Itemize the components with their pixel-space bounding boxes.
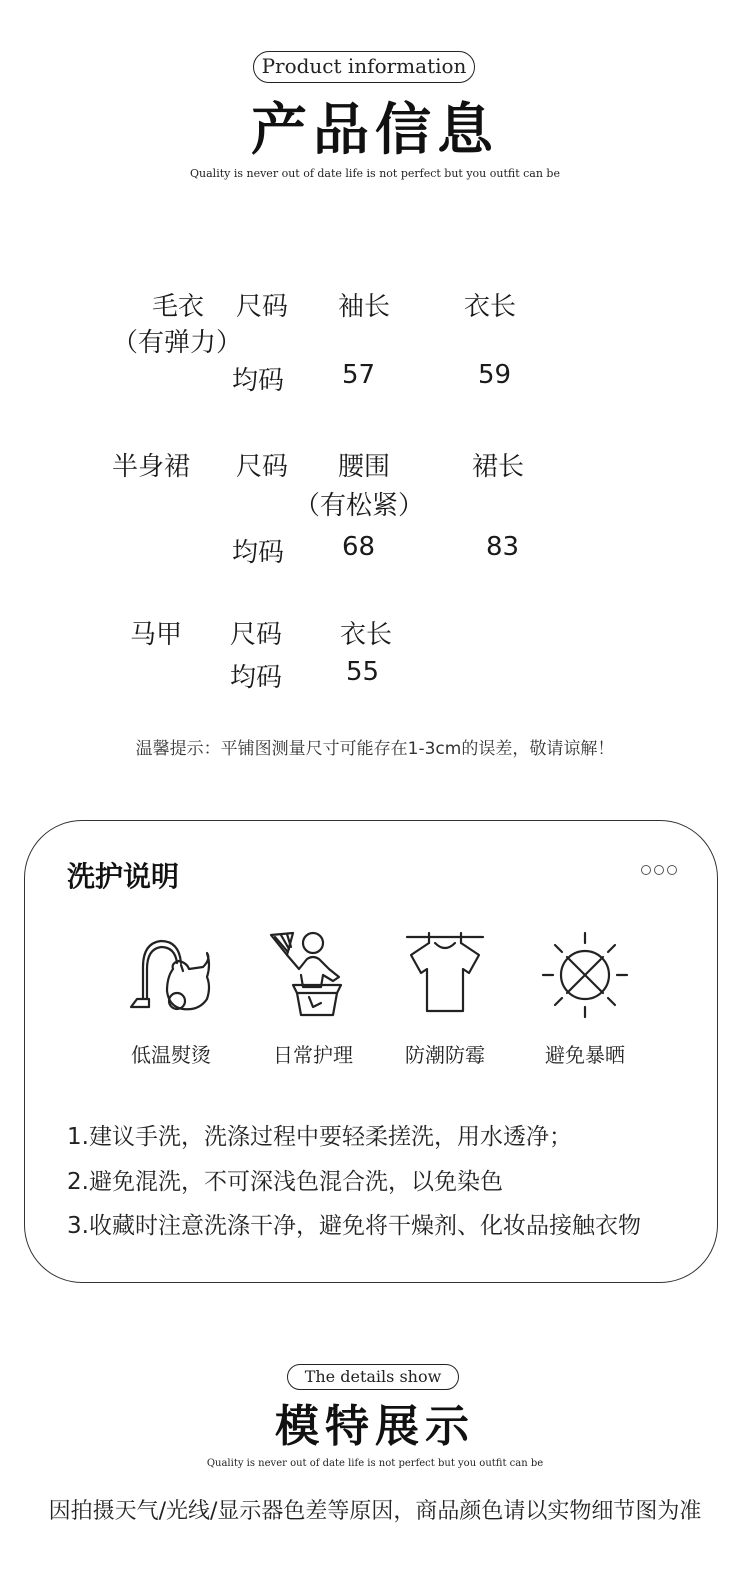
hanging-shirt-icon xyxy=(395,929,495,1021)
sweater-row-sleeve: 57 xyxy=(342,360,376,390)
details-tagline: Quality is never out of date life is not perfect but you outfit can be xyxy=(206,1458,544,1469)
skirt-row-length: 83 xyxy=(486,532,520,562)
skirt-row-size: 均码 xyxy=(232,538,285,568)
sweater-col-size: 尺码 xyxy=(236,292,289,322)
skirt-row-waist: 68 xyxy=(342,532,376,562)
product-information-pill: Product information xyxy=(253,51,475,83)
skirt-col-waist-note: （有松紧） xyxy=(294,491,425,521)
daily-care-icon xyxy=(263,929,363,1021)
skirt-col-size: 尺码 xyxy=(236,452,289,482)
page-title: 产品信息 xyxy=(251,98,499,163)
care-line-1: 1.建议手洗，洗涤过程中要轻柔搓洗，用水透净； xyxy=(67,1124,572,1150)
skirt-col-waist: 腰围 xyxy=(338,452,391,482)
no-sun-icon xyxy=(535,929,635,1021)
care-label-no-sun: 避免暴晒 xyxy=(545,1043,625,1067)
sweater-name-note: （有弹力） xyxy=(112,328,243,358)
color-disclaimer: 因拍摄天气/光线/显示器色差等原因，商品颜色请以实物细节图为准 xyxy=(48,1499,702,1524)
care-label-daily: 日常护理 xyxy=(273,1043,353,1067)
sweater-name: 毛衣 xyxy=(152,292,205,322)
care-label-moisture: 防潮防霉 xyxy=(405,1043,485,1067)
sweater-row-length: 59 xyxy=(478,360,512,390)
care-label-iron: 低温熨烫 xyxy=(131,1043,211,1067)
sweater-col-sleeve: 袖长 xyxy=(338,292,391,322)
vest-name: 马甲 xyxy=(130,620,183,650)
measurement-notice: 温馨提示：平铺图测量尺寸可能存在1-3cm的误差，敬请谅解！ xyxy=(135,739,615,759)
skirt-name: 半身裙 xyxy=(112,452,191,482)
care-line-3: 3.收藏时注意洗涤干净，避免将干燥剂、化妆品接触衣物 xyxy=(67,1213,641,1239)
sweater-row-size: 均码 xyxy=(232,366,285,396)
skirt-col-length: 裙长 xyxy=(472,452,525,482)
vest-row-size: 均码 xyxy=(230,663,283,693)
sweater-col-length: 衣长 xyxy=(464,292,517,322)
details-show-pill: The details show xyxy=(287,1364,459,1390)
vest-col-length: 衣长 xyxy=(340,620,393,650)
care-line-2: 2.避免混洗，不可深浅色混合洗，以免染色 xyxy=(67,1169,503,1195)
vest-row-length: 55 xyxy=(346,657,380,687)
vest-col-size: 尺码 xyxy=(230,620,283,650)
care-title: 洗护说明 xyxy=(67,860,180,893)
tagline: Quality is never out of date life is not perfect but you outfit can be xyxy=(190,167,560,180)
more-dots-icon xyxy=(641,865,677,875)
care-instructions-card xyxy=(24,820,718,1283)
details-title: 模特展示 xyxy=(275,1401,475,1452)
iron-steamer-icon xyxy=(121,929,221,1021)
